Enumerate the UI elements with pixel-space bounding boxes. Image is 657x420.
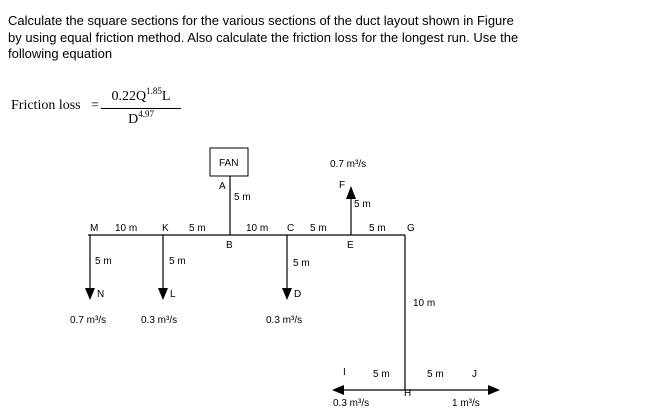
length-KL: 5 m [169,256,186,267]
node-M: M [90,223,99,234]
length-KB: 5 m [189,223,206,234]
length-MK: 10 m [115,223,138,234]
node-N: N [97,289,105,300]
length-HI: 5 m [373,369,390,380]
node-B: B [226,240,233,251]
length-AB: 5 m [234,192,251,203]
length-BC: 10 m [246,223,269,234]
node-C: C [287,223,295,234]
node-L: L [170,289,176,300]
equation-numerator: $0.22Q^{1.85}L$ [111,86,171,104]
arrow-L [158,288,168,300]
arrow-D [282,288,292,300]
length-EF: 5 m [354,199,371,210]
fan-label: FAN [219,158,239,169]
question-line-1: Calculate the square sections for the various sections of the duct layout shown in Figure [8,13,514,28]
node-J: J [472,369,477,380]
length-HJ: 5 m [427,369,444,380]
flow-I: 0.3 m³/s [333,398,370,409]
flow-N: 0.7 m³/s [70,315,107,326]
flow-L: 0.3 m³/s [141,315,178,326]
equation-equals: = [91,98,99,113]
node-E: E [347,240,354,251]
node-A: A [219,181,226,192]
length-MN: 5 m [95,256,112,267]
flow-F: 0.7 m³/s [330,159,367,170]
node-K: K [162,223,169,234]
node-G: G [407,223,415,234]
node-D: D [294,289,302,300]
node-I: I [343,367,346,378]
question-line-3: following equation [8,46,113,61]
question-line-2: by using equal friction method. Also calculate the friction loss for the longest run. Use the [8,29,519,45]
equation-label: Friction loss [11,98,81,113]
flow-D: 0.3 m³/s [266,315,303,326]
length-EG: 5 m [369,223,386,234]
arrow-J [488,385,500,395]
arrow-I [332,385,344,395]
arrow-F [346,186,356,199]
node-F: F [339,180,346,191]
arrow-N [85,288,95,300]
length-CE: 5 m [310,223,327,234]
equation-denominator: $D^{4.97}$ [128,109,154,127]
length-CD: 5 m [293,258,310,269]
length-GH: 10 m [413,298,436,309]
flow-J: 1 m³/s [452,398,480,409]
node-H: H [404,388,412,399]
